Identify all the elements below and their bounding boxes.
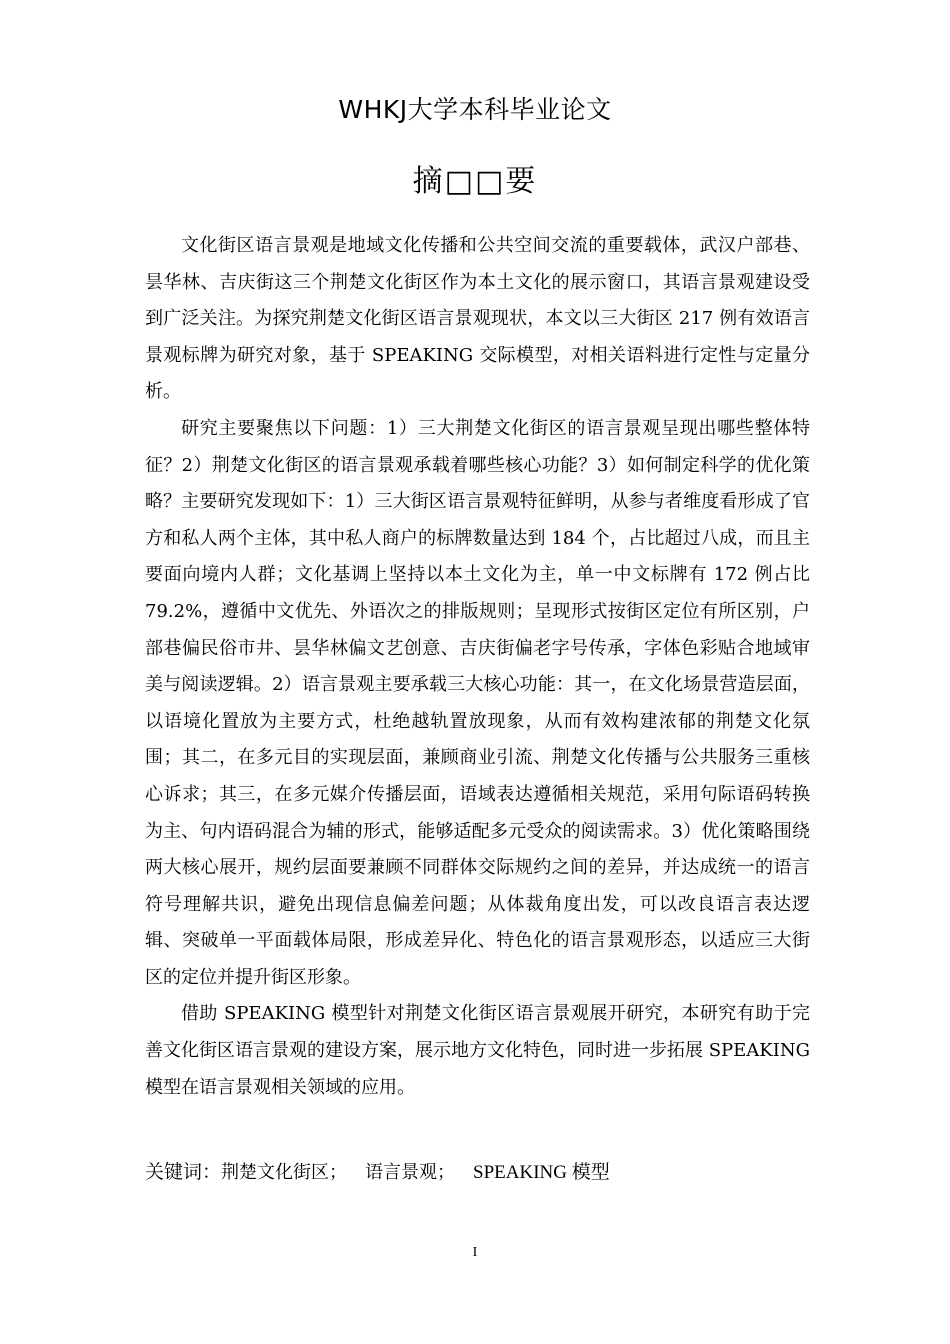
keywords-label: 关键词： [145,1161,222,1183]
abstract-body [145,228,810,1106]
page-number: I [472,1245,478,1260]
keyword-3: SPEAKING 模型 [473,1162,610,1183]
thesis-header-title: WHKJ大学本科毕业论文 [338,95,612,124]
abstract-paragraph-1: 文化街区语言景观是地域文化传播和公共空间交流的重要载体，武汉户部巷、昙华林、吉庆街这三个荆楚文化街区作为本土文化的展示窗口，其语言景观建设受到广泛关注。为探究荆楚文化街区语言景观现状，本文以三大街区 217 例有效语言景观标牌为研究对象，基于 SPEAKING 交际模型，对相关语料进行定性与定量分析。 [145,235,810,403]
keyword-2: 语言景观； [365,1162,456,1183]
abstract-paragraph-2: 研究主要聚焦以下问题：1）三大荆楚文化街区的语言景观呈现出哪些整体特征？2）荆楚文化街区的语言景观承载着哪些核心功能？3）如何制定科学的优化策略？主要研究发现如下：1）三大街区语言景观特征鲜明，从参与者维度看形成了官方和私人两个主体，其中私人商户的标牌数量达到 184 个，占比超过八成，而且主要面向境内人群；文化基调上坚持以本土文化为主，单一中文标牌有 172 例占比 79.2%，遵循中文优先、外语次之的排版规则；呈现形式按街区定位有所区别，户部巷偏民俗市井、昙华林偏文艺创意、吉庆街偏老字号传承，字体色彩贴合地域审美与阅读逻辑。2）语言景观主要承载三大核心功能：其一，在文化场景营造层面，以语境化置放为主要方式，杜绝越轨置放现象，从而有效构建浓郁的荆楚文化氛围；其二，在多元目的实现层面，兼顾商业引流、荆楚文化传播与公共服务三重核心诉求；其三，在多元媒介传播层面，语域表达遵循相关规范，采用句际语码转换为主、句内语码混合为辅的形式，能够适配多元受众的阅读需求。3）优化策略围绕两大核心展开，规约层面要兼顾不同群体交际规约之间的差异，并达成统一的语言符号理解共识，避免出现信息偏差问题；从体裁角度出发，可以改良语言表达逻辑、突破单一平面载体局限，形成差异化、特色化的语言景观形态，以适应三大街区的定位并提升街区形象。 [145,417,810,988]
keywords-line [145,1156,810,1189]
keyword-1: 荆楚文化街区； [221,1162,348,1183]
abstract-paragraph-3: 借助 SPEAKING 模型针对荆楚文化街区语言景观展开研究，本研究有助于完善文化街区语言景观的建设方案，展示地方文化特色，同时进一步拓展 SPEAKING 模型在语言景观相关领域的应用。 [145,1003,810,1098]
abstract-title: 摘□□要 [412,164,538,199]
